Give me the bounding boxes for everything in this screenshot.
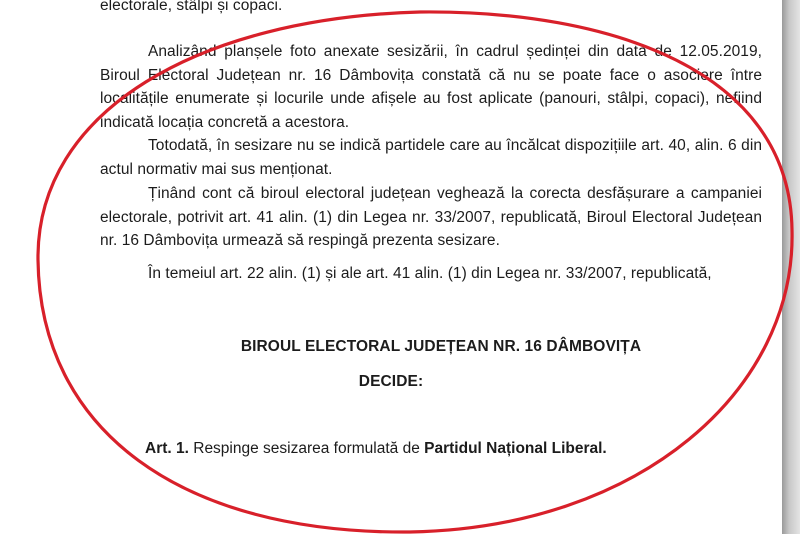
paragraph-analysis xyxy=(100,40,762,134)
paragraph-0-text: electorale, stâlpi și copaci. xyxy=(100,0,283,14)
article-1 xyxy=(145,440,607,458)
article-1-text: Respinge sesizarea formulată de xyxy=(188,440,425,457)
paragraph-fragment xyxy=(100,0,762,18)
paragraph-2-text: Totodată, în sesizare nu se indică partidele care au încălcat dispozițiile art. 40, alin. 6 din actul normativ mai sus menționat. xyxy=(100,137,762,178)
page-edge-shadow xyxy=(782,0,800,534)
paragraph-1-text: Analizând planșele foto anexate sesizării, în cadrul ședinței din data de 12.05.2019, Biroul Electoral Județean nr. 16 Dâmbovița constată că nu se poate face o asociere între localitățile enumerate și locurile unde afișele au fost aplicate (panouri, stâlpi, copaci), nefiind indicată locația concretă a acestora. xyxy=(100,43,762,131)
article-1-label: Art. 1. xyxy=(145,440,189,457)
decide-heading: DECIDE: xyxy=(358,373,424,390)
paragraph-legal-basis xyxy=(100,262,762,286)
paragraph-4-text: În temeiul art. 22 alin. (1) și ale art. 41 alin. (1) din Legea nr. 33/2007, republicată, xyxy=(148,265,712,282)
paragraph-parties xyxy=(100,134,762,181)
paragraph-3-text: Ținând cont că biroul electoral județean veghează la corecta desfășurare a campaniei electorale, potrivit art. 41 alin. (1) din Legea nr. 33/2007, republicată, Biroul Electoral Județean nr. 16 Dâmbovița urmează să respingă prezenta sesizare. xyxy=(100,185,762,249)
paragraph-reasoning xyxy=(100,182,762,253)
issuing-body-heading: BIROUL ELECTORAL JUDEȚEAN NR. 16 DÂMBOVIȚA xyxy=(240,338,642,355)
article-1-party: Partidul Național Liberal. xyxy=(424,440,607,457)
